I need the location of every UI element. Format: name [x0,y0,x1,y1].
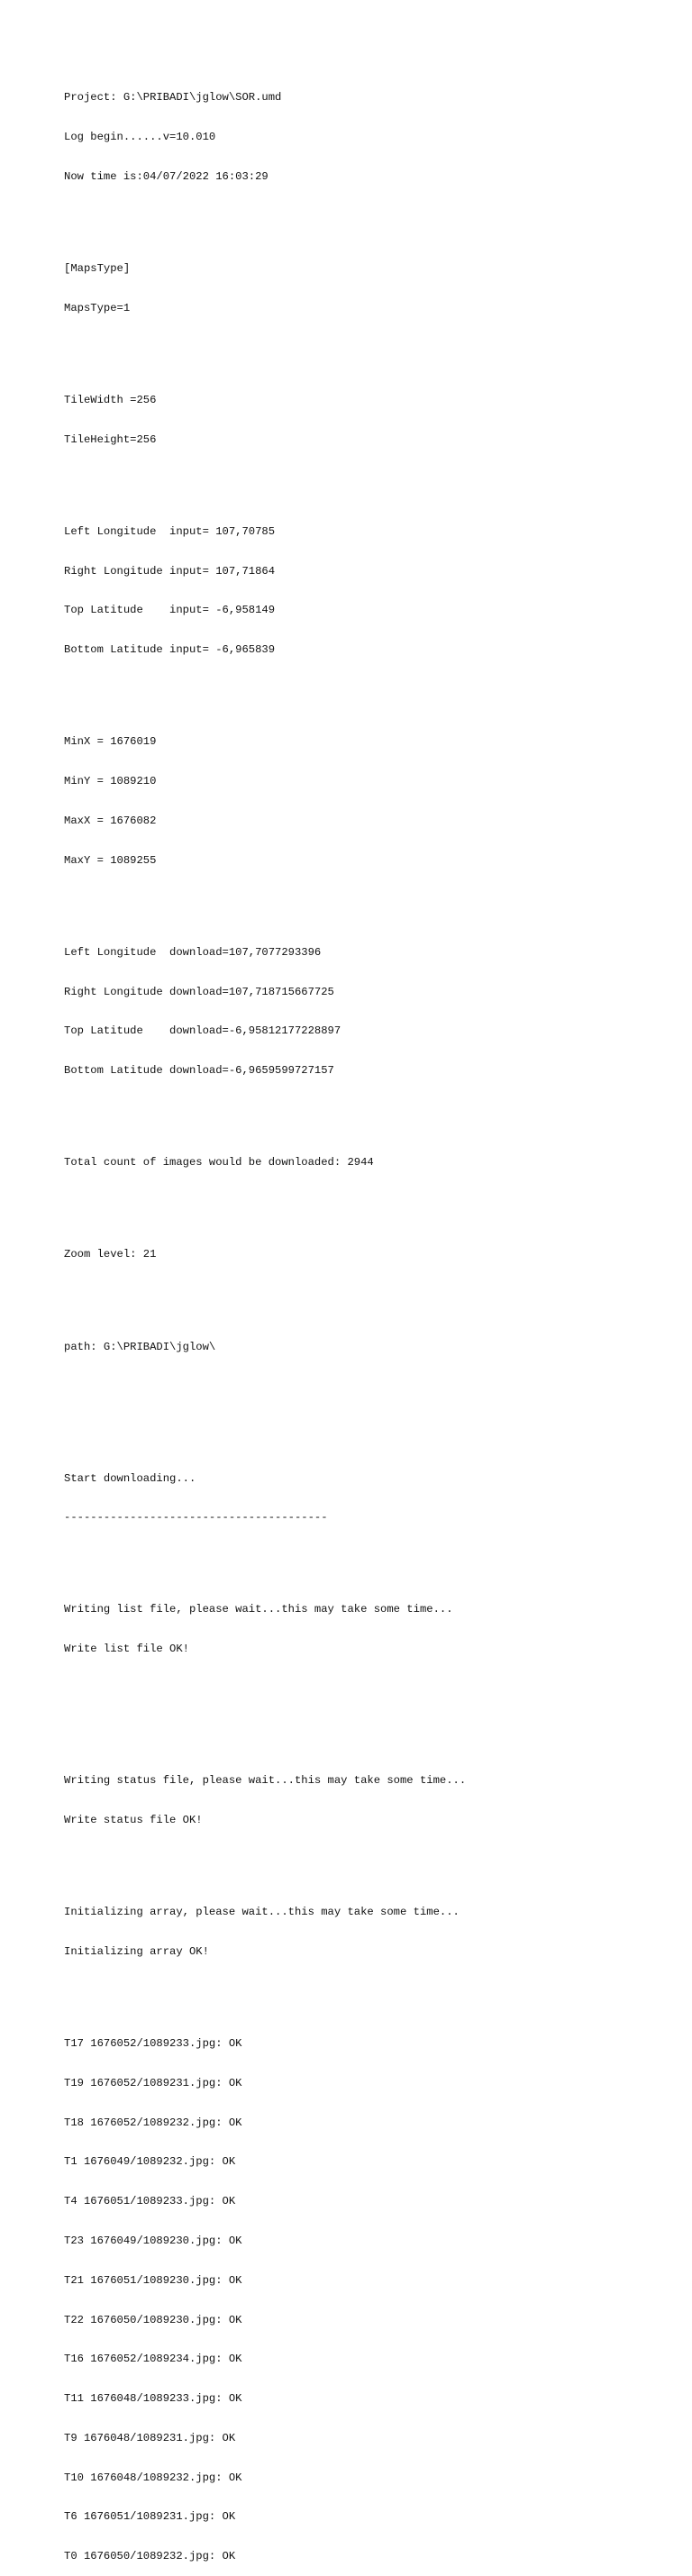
now-time-line: Now time is:04/07/2022 16:03:29 [64,169,269,183]
min-x-line: MinX = 1676019 [64,735,157,749]
writing-status-file-line: Writing status file, please wait...this may take some time... [64,1774,467,1788]
initializing-array-ok-line: Initializing array OK! [64,1944,209,1958]
maps-type-section: [MapsType] [64,261,131,275]
project-line: Project: G:\PRIBADI\jglow\SOR.umd [64,91,282,105]
blank-line [64,1853,677,1867]
download-left-longitude: Left Longitude download=107,7077293396 [64,945,322,959]
blank-line [64,1722,677,1735]
initializing-array-line: Initializing array, please wait...this may take some time... [64,1906,460,1919]
total-count-line: Total count of images would be downloaded: 2944 [64,1156,374,1170]
download-bottom-latitude: Bottom Latitude download=-6,9659599727157 [64,1064,334,1078]
download-entry: T4 1676051/1089233.jpg: OK [64,2195,236,2208]
download-entry: T22 1676050/1089230.jpg: OK [64,2313,242,2326]
zoom-level-line: Zoom level: 21 [64,1248,157,1261]
input-bottom-latitude: Bottom Latitude input= -6,965839 [64,643,276,657]
min-y-line: MinY = 1089210 [64,775,157,788]
max-y-line: MaxY = 1089255 [64,853,157,867]
download-entry: T0 1676050/1089232.jpg: OK [64,2550,236,2563]
download-top-latitude: Top Latitude download=-6,95812177228897 [64,1024,341,1038]
download-entry: T23 1676049/1089230.jpg: OK [64,2234,242,2247]
blank-line [64,1682,677,1696]
download-entry: T9 1676048/1089231.jpg: OK [64,2431,236,2444]
blank-line [64,472,677,486]
start-downloading-line: Start downloading... [64,1471,196,1485]
writing-list-file-line: Writing list file, please wait...this may take some time... [64,1603,453,1616]
blank-line [64,1985,677,1998]
blank-line [64,341,677,354]
path-line: path: G:\PRIBADI\jglow\ [64,1340,216,1353]
download-entry: T6 1676051/1089231.jpg: OK [64,2510,236,2524]
blank-line [64,1551,677,1564]
download-entry: T1 1676049/1089232.jpg: OK [64,2155,236,2169]
max-x-line: MaxX = 1676082 [64,814,157,827]
blank-line [64,1379,677,1393]
blank-line [64,683,677,696]
tile-height-line: TileHeight=256 [64,432,157,446]
blank-line [64,1288,677,1301]
log-begin-line: Log begin......v=10.010 [64,130,216,143]
blank-line [64,1196,677,1209]
tile-width-line: TileWidth =256 [64,393,157,406]
write-list-file-ok-line: Write list file OK! [64,1643,189,1656]
log-document [64,65,677,2576]
blank-line [64,893,677,906]
maps-type-value: MapsType=1 [64,301,131,314]
input-top-latitude: Top Latitude input= -6,958149 [64,604,276,617]
download-right-longitude: Right Longitude download=107,718715667725 [64,985,334,998]
divider-line: ---------------------------------------- [64,1511,328,1525]
write-status-file-ok-line: Write status file OK! [64,1813,203,1826]
input-left-longitude: Left Longitude input= 107,70785 [64,524,276,538]
download-entry: T18 1676052/1089232.jpg: OK [64,2116,242,2129]
download-entry: T16 1676052/1089234.jpg: OK [64,2353,242,2366]
download-entry: T19 1676052/1089231.jpg: OK [64,2076,242,2089]
download-entry: T11 1676048/1089233.jpg: OK [64,2392,242,2406]
download-entry: T21 1676051/1089230.jpg: OK [64,2273,242,2287]
download-entry: T17 1676052/1089233.jpg: OK [64,2037,242,2051]
blank-line [64,1104,677,1117]
blank-line [64,1419,677,1433]
input-right-longitude: Right Longitude input= 107,71864 [64,564,276,578]
blank-line [64,210,677,223]
download-entry: T10 1676048/1089232.jpg: OK [64,2471,242,2484]
